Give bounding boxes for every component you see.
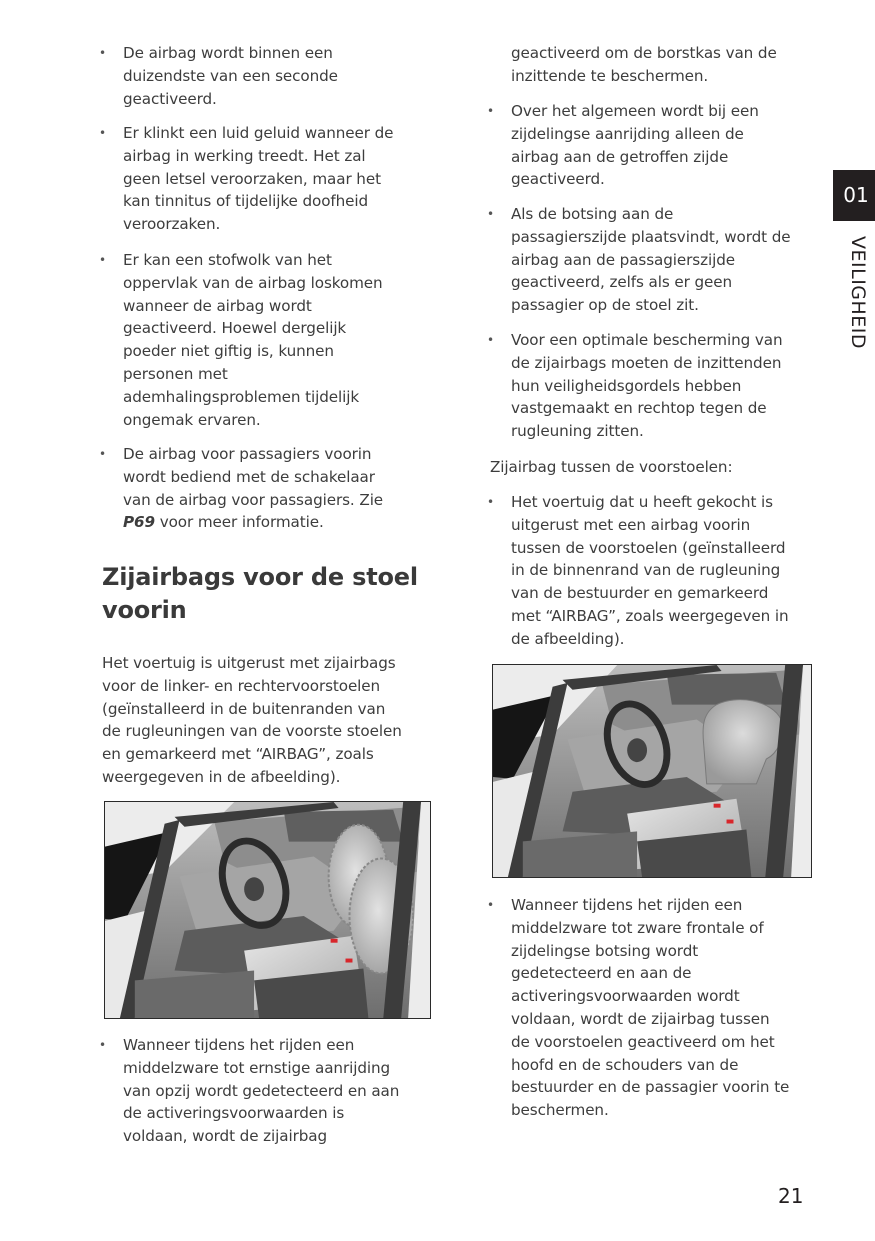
page-reference-link[interactable]: P69	[123, 513, 155, 532]
bullet-item: • Over het algemeen wordt bij een zijdelingse aanrijding alleen de airbag aan de getroffen zijde geactiveerd.	[487, 102, 759, 189]
bullet-item: • Wanneer tijdens het rijden een middelzware tot zware frontale of zijdelingse botsing wordt gedetecteerd en aan de activeringsvoorwaarden wordt voldaan, wordt de zijairbag tussen de voorstoelen geactiveerd om het hoofd en de schouders van de bestuurder en de passagier voorin te beschermen.	[487, 896, 790, 1120]
center-airbag-illustration	[492, 664, 812, 878]
bullet-item: • De airbag wordt binnen een duizendste van een seconde geactiveerd.	[99, 44, 338, 108]
continued-paragraph: geactiveerd om de borstkas van de inzittende te beschermen.	[511, 44, 777, 85]
intro-paragraph: Het voertuig is uitgerust met zijairbags voor de linker- en rechtervoorstoelen (geïnstalleerd in de buitenranden van de rugleuningen van de voorste stoelen en gemarkeerd met “AIRBAG”, zoals weergegeven in de afbeelding).	[102, 654, 402, 786]
car-interior-center-airbag-image	[493, 665, 811, 877]
bullet-icon: •	[99, 126, 106, 140]
bullet-icon: •	[99, 46, 106, 60]
bullet-item: • Het voertuig dat u heeft gekocht is uitgerust met een airbag voorin tussen de voorstoelen (geïnstalleerd in de binnenrand van de rugleuning van de bestuurder en gemarkeerd met “AIRBAG”, zoals weergegeven in de afbeelding).	[487, 493, 789, 648]
bullet-icon: •	[487, 104, 494, 118]
car-interior-side-airbag-image	[105, 802, 430, 1018]
chapter-tab	[833, 170, 875, 221]
bullet-icon: •	[487, 898, 494, 912]
chapter-number: 01	[843, 183, 869, 207]
page-number: 21	[778, 1184, 804, 1208]
bullet-icon: •	[487, 207, 494, 221]
bullet-icon: •	[99, 253, 106, 267]
bullet-icon: •	[487, 333, 494, 347]
bullet-icon: •	[99, 1038, 106, 1052]
bullet-item: • De airbag voor passagiers voorin wordt bediend met de schakelaar van de airbag voor passagiers. Zie P69 voor meer informatie.	[99, 445, 384, 532]
bullet-icon: •	[99, 447, 106, 461]
bullet-item: • Wanneer tijdens het rijden een middelzware tot ernstige aanrijding van opzij wordt gedetecteerd en aan de activeringsvoorwaarden is voldaan, wordt de zijairbag	[99, 1036, 400, 1146]
bullet-icon: •	[487, 495, 494, 509]
subheading: Zijairbag tussen de voorstoelen:	[490, 458, 733, 476]
section-heading: Zijairbags voor de stoel voorin	[102, 563, 418, 624]
bullet-item: • Als de botsing aan de passagierszijde plaatsvindt, wordt de airbag aan de passagierszijde geactiveerd, zelfs als er geen passagier op de stoel zit.	[487, 205, 791, 315]
bullet-item: • Voor een optimale bescherming van de zijairbags moeten de inzittenden hun veiligheidsgordels hebben vastgemaakt en rechtop tegen de rugleuning zitten.	[487, 331, 783, 441]
bullet-item: • Er klinkt een luid geluid wanneer de airbag in werking treedt. Het zal geen letsel veroorzaken, maar het kan tinnitus of tijdelijke doofheid veroorzaken.	[99, 124, 394, 234]
chapter-title: VEILIGHEID	[847, 236, 869, 350]
side-airbag-illustration	[104, 801, 431, 1019]
bullet-item: • Er kan een stofwolk van het oppervlak van de airbag loskomen wanneer de airbag wordt geactiveerd. Hoewel dergelijk poeder niet giftig is, kunnen personen met ademhalingsproblemen tijdelijk ongemak ervaren.	[99, 251, 383, 429]
